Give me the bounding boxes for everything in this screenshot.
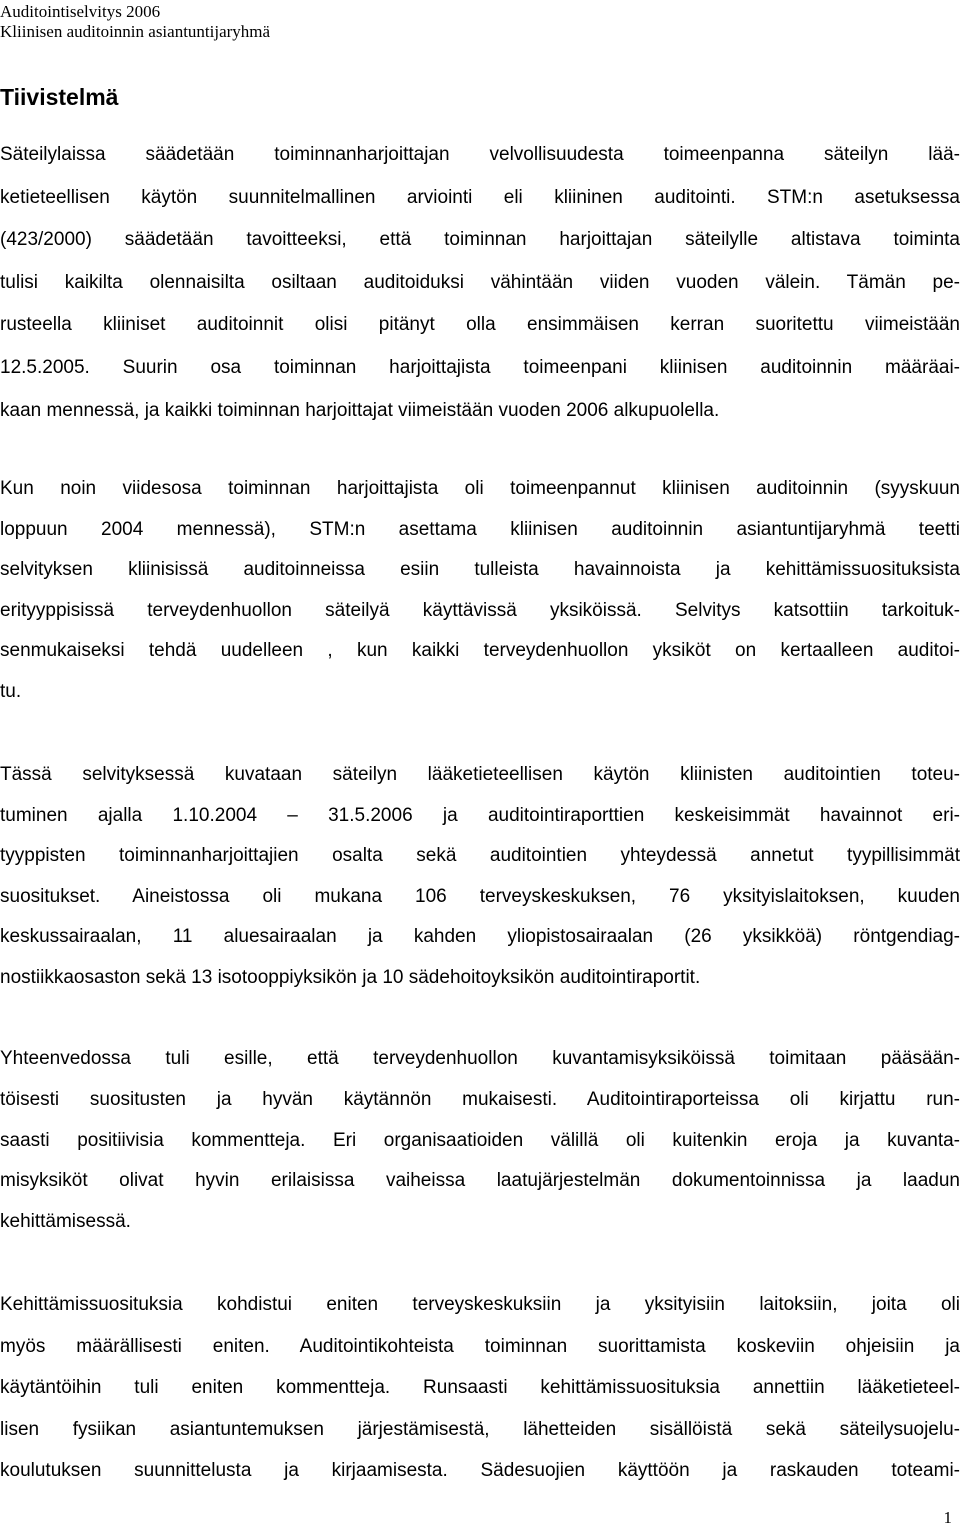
paragraph-line: koulutuksen suunnittelusta ja kirjaamisesta. Sädesuojien käyttöön ja raskauden toteami- [0,1460,960,1481]
paragraph-line: käytäntöihin tuli eniten kommentteja. Runsaasti kehittämissuosituksia annettiin lääketieteel- [0,1377,960,1398]
paragraph-line: loppuun 2004 mennessä), STM:n asettama kliinisen auditoinnin asiantuntijaryhmä teetti [0,518,960,540]
paragraph-line: senmukaiseksi tehdä uudelleen , kun kaikki terveydenhuollon yksiköt on kertaalleen auditoi- [0,640,960,661]
paragraph-line: Kehittämissuosituksia kohdistui eniten terveyskeskuksiin ja yksityisiin laitoksiin, joita oli [0,1294,960,1315]
paragraph-line: suositukset. Aineistossa oli mukana 106 terveyskeskuksen, 76 yksityislaitoksen, kuuden [0,885,960,907]
paragraph-line: tu. [0,680,22,702]
paragraph-line: töisesti suositusten ja hyvän käytännön mukaisesti. Auditointiraporteissa oli kirjattu run- [0,1088,960,1110]
paragraph-line: kaan mennessä, ja kaikki toiminnan harjoittajat viimeistään vuoden 2006 alkupuolella. [0,399,720,421]
paragraph-line: ketieteellisen käytön suunnitelmallinen arviointi eli kliininen auditointi. STM:n asetuksessa [0,186,960,208]
paragraph-line: Tässä selvityksessä kuvataan säteilyn lääketieteellisen käytön kliinisten auditointien toteu- [0,764,960,785]
paragraph-line: erityyppisissä terveydenhuollon säteilyä käyttävissä yksiköissä. Selvitys katsottiin tarkoituk- [0,599,960,621]
paragraph-line: tuminen ajalla 1.10.2004 – 31.5.2006 ja auditointiraporttien keskeisimmät havainnot eri- [0,804,960,826]
paragraph-line: lisen fysiikan asiantuntemuksen järjestämisestä, lähetteiden sisällöistä sekä säteilysuojelu- [0,1418,960,1440]
paragraph-line: Säteilylaissa säädetään toiminnanharjoittajan velvollisuudesta toimeenpanna säteilyn lää- [0,144,960,165]
page-header [0,2,270,41]
page-title: Tiivistelmä [0,84,119,110]
paragraph-line: kehittämisessä. [0,1211,131,1232]
paragraph-line: Yhteenvedossa tuli esille, että terveydenhuollon kuvantamisyksiköissä toimitaan pääsään- [0,1048,960,1069]
paragraph-line: misyksiköt olivat hyvin erilaisissa vaiheissa laatujärjestelmän dokumentoinnissa ja laadun [0,1170,960,1192]
page-number: 1 [943,1508,952,1527]
paragraph-line: 12.5.2005. Suurin osa toiminnan harjoittajista toimeenpani kliinisen auditoinnin määräai- [0,357,960,378]
paragraph-line: Kun noin viidesosa toiminnan harjoittajista oli toimeenpannut kliinisen auditoinnin (syyskuun [0,478,960,499]
paragraph-line: myös määrällisesti eniten. Auditointikohteista toiminnan suorittamista koskeviin ohjeisiin ja [0,1335,960,1357]
header-report-title: Auditointiselvitys 2006 [0,2,161,21]
header-group-name: Kliinisen auditoinnin asiantuntijaryhmä [0,21,271,41]
paragraph-line: tulisi kaikilta olennaisilta osiltaan auditoiduksi vähintään viiden vuoden välein. Tämän pe- [0,271,960,293]
paragraph-line: nostiikkaosaston sekä 13 isotooppiyksikön ja 10 sädehoitoyksikön auditointiraportit. [0,967,701,988]
paragraph-line: rusteella kliiniset auditoinnit olisi pitänyt olla ensimmäisen kerran suoritettu viimeistään [0,314,960,336]
paragraph-line: tyyppisten toiminnanharjoittajien osalta sekä auditointien yhteydessä annetut tyypillisimmät [0,845,960,867]
paragraph-line: selvityksen kliinisissä auditoinneissa esiin tulleista havainnoista ja kehittämissuosituksista [0,559,960,580]
paragraph-line: keskussairaalan, 11 aluesairaalan ja kahden yliopistosairaalan (26 yksikköä) röntgendiag- [0,926,960,948]
paragraph-line: saasti positiivisia kommentteja. Eri organisaatioiden välillä oli kuitenkin eroja ja kuvanta- [0,1129,960,1151]
paragraph-line: (423/2000) säädetään tavoitteeksi, että toiminnan harjoittajan säteilylle altistava toiminta [0,229,960,251]
